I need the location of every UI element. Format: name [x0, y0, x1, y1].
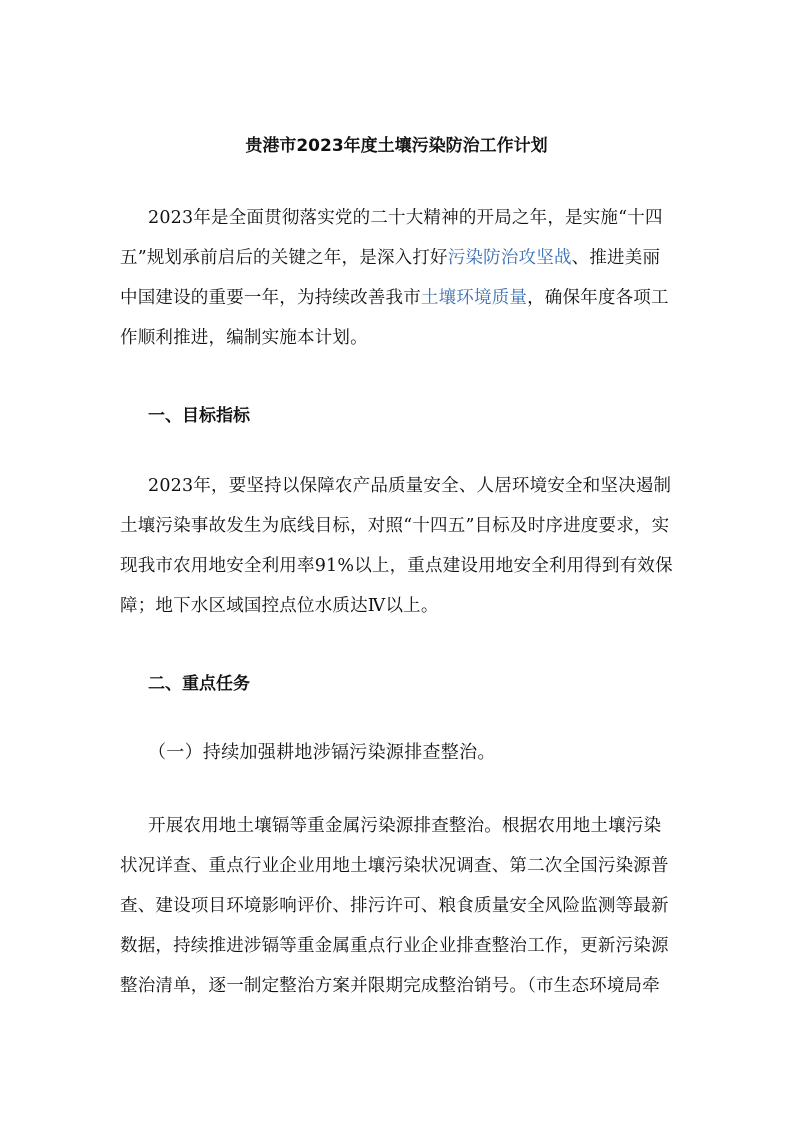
intro-text: 2023年是全面贯彻落实党的二十大精神的开局之年，是实施“十四 [148, 208, 663, 228]
key-tasks-line: 开展农用地土壤镉等重金属污染源排查整治。根据农用地土壤污染 [148, 816, 662, 836]
link-soil-environment-quality[interactable]: 土壤环境质量 [420, 288, 528, 308]
targets-line: 土壤污染事故发生为底线目标，对照“十四五”目标及时序进度要求，实 [120, 516, 670, 536]
key-tasks-line: 整治清单，逐一制定整治方案并限期完成整治销号。（市生态环境局牵 [120, 976, 660, 996]
intro-line-2 [120, 238, 680, 278]
intro-text: 中国建设的重要一年，为持续改善我市 [120, 288, 421, 308]
targets-line: 障；地下水区域国控点位水质达Ⅳ以上。 [120, 596, 439, 616]
document-title: 贵港市2023年度土壤污染防治工作计划 [245, 136, 548, 156]
intro-line-1 [120, 198, 680, 238]
targets-line: 现我市农用地安全利用率91%以上，重点建设用地安全利用得到有效保 [120, 556, 673, 576]
key-tasks-paragraph [120, 806, 680, 1006]
intro-text: 五”规划承前启后的关键之年，是深入打好 [120, 248, 448, 268]
intro-paragraph [120, 198, 680, 358]
intro-text: 、推进美丽 [571, 248, 661, 268]
section-heading-key-tasks: 二、重点任务 [148, 674, 250, 694]
intro-text: 作顺利推进，编制实施本计划。 [120, 328, 368, 348]
intro-text: ，确保年度各项工 [527, 288, 669, 308]
targets-line: 2023年，要坚持以保障农产品质量安全、人居环境安全和坚决遏制 [148, 476, 672, 496]
key-tasks-line: 数据，持续推进涉镉等重金属重点行业企业排查整治工作，更新污染源 [120, 936, 669, 956]
subsection-heading: （一）持续加强耕地涉镉污染源排查整治。 [148, 742, 496, 763]
intro-line-4 [120, 318, 680, 358]
key-tasks-line: 状况详查、重点行业企业用地土壤污染状况调查、第二次全国污染源普 [120, 856, 669, 876]
intro-line-3 [120, 278, 680, 318]
key-tasks-line: 查、建设项目环境影响评价、排污许可、粮食质量安全风险监测等最新 [120, 896, 669, 916]
link-pollution-prevention-campaign[interactable]: 污染防治攻坚战 [447, 248, 572, 268]
section-heading-targets: 一、目标指标 [148, 406, 250, 426]
targets-paragraph [120, 466, 680, 626]
